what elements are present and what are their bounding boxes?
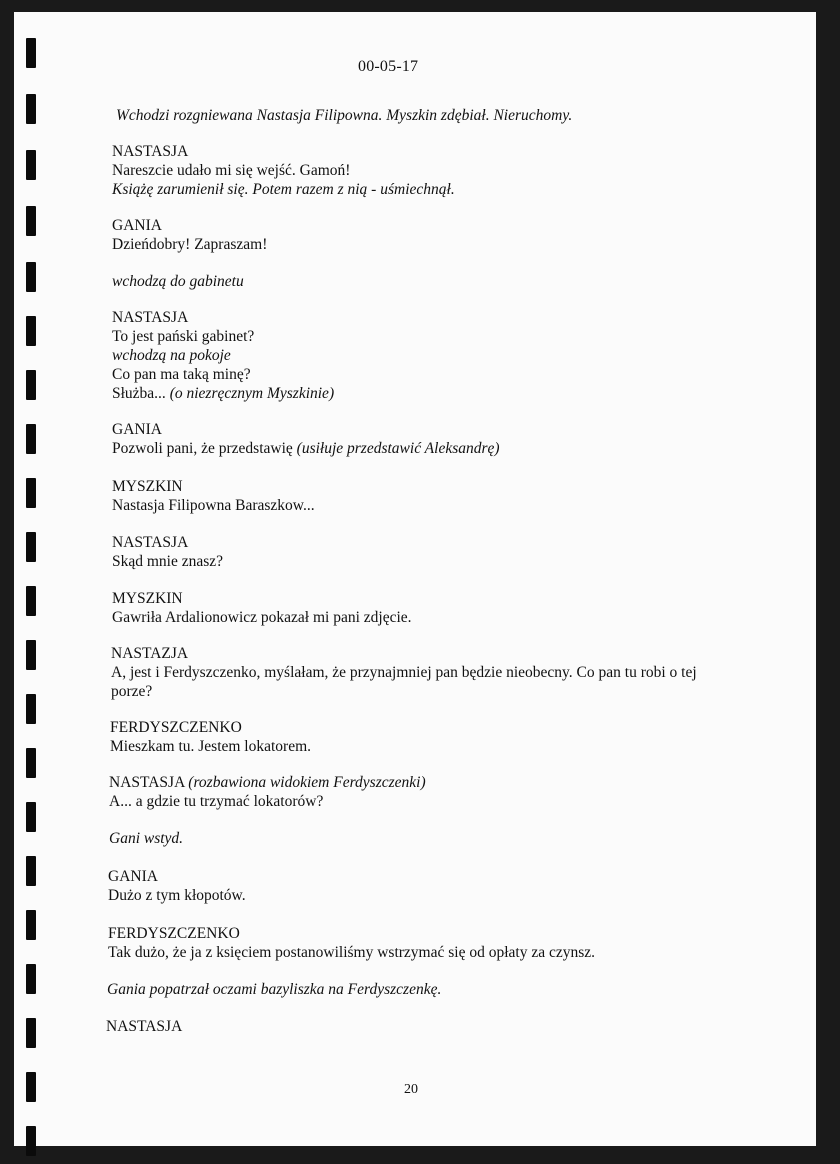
dialogue-line: Dużo z tym kłopotów. — [108, 887, 246, 904]
dialogue-block — [110, 718, 311, 756]
stage-direction: (o niezręcznym Myszkinie) — [169, 385, 335, 402]
speaker-name: FERDYSZCZENKO — [108, 925, 240, 942]
speaker-name: NASTASJA — [112, 143, 189, 160]
dialogue-line: Tak dużo, że ja z księciem postanowiliśmy wstrzymać się od opłaty za czynsz. — [108, 944, 596, 961]
dialogue-line: Gawriła Ardalionowicz pokazał mi pani zdjęcie. — [112, 609, 412, 626]
stage-direction: (usiłuje przedstawić Aleksandrę) — [296, 440, 500, 457]
speaker-name: MYSZKIN — [112, 478, 183, 495]
dialogue-line: A... a gdzie tu trzymać lokatorów? — [109, 793, 324, 810]
dialogue-line: Służba... (o niezręcznym Myszkinie) — [112, 385, 335, 402]
dialogue-block — [106, 1017, 182, 1036]
speaker-name: NASTASJA — [109, 774, 185, 791]
document-date: 00-05-17 — [358, 58, 419, 75]
dialogue-line: Mieszkam tu. Jestem lokatorem. — [110, 738, 312, 755]
dialogue-line: To jest pański gabinet? — [112, 328, 255, 345]
dialogue-block — [109, 773, 426, 811]
speaker-name: NASTASJA — [112, 534, 189, 551]
dialogue-line: Nastasja Filipowna Baraszkow... — [112, 497, 315, 514]
speaker-name: GANIA — [108, 868, 158, 885]
speaker-line — [109, 773, 426, 792]
dialogue-block — [112, 589, 412, 627]
stage-direction: Gania popatrzał oczami bazyliszka na Ferdyszczenkę. — [107, 981, 442, 998]
speaker-name: NASTAZJA — [111, 645, 189, 662]
speaker-name: NASTASJA — [112, 309, 189, 326]
dialogue-block — [112, 420, 500, 458]
dialogue-line: A, jest i Ferdyszczenko, myślałam, że przynajmniej pan będzie nieobecny. Co pan tu robi o tej porze? — [111, 664, 697, 700]
dialogue-block — [112, 308, 334, 403]
speaker-name: MYSZKIN — [112, 590, 183, 607]
stage-direction: Gani wstyd. — [109, 830, 184, 847]
dialogue-line: Skąd mnie znasz? — [112, 553, 224, 570]
stage-direction: wchodzą do gabinetu — [112, 273, 244, 290]
dialogue-block — [112, 216, 267, 254]
speaker-name: FERDYSZCZENKO — [110, 719, 242, 736]
dialogue-line: Pozwoli pani, że przedstawię (usiłuje przedstawić Aleksandrę) — [112, 440, 500, 457]
page-number: 20 — [404, 1082, 418, 1097]
dialogue-block — [111, 644, 721, 701]
dialogue-line: Dzieńdobry! Zapraszam! — [112, 236, 268, 253]
stage-direction: Książę zarumienił się. Potem razem z nią - uśmiechnął. — [112, 181, 455, 198]
dialogue-block — [108, 924, 595, 962]
dialogue-block — [112, 142, 455, 199]
dialogue-line: Nareszcie udało mi się wejść. Gamoń! — [112, 162, 351, 179]
dialogue-block — [112, 477, 315, 515]
speaker-name: NASTASJA — [106, 1018, 183, 1035]
dialogue-block — [108, 867, 246, 905]
dialogue-block — [112, 533, 223, 571]
dialogue-line: Co pan ma taką minę? — [112, 366, 251, 383]
speaker-name: GANIA — [112, 421, 162, 438]
stage-direction: wchodzą na pokoje — [112, 347, 231, 364]
stage-direction: (rozbawiona widokiem Ferdyszczenki) — [188, 774, 426, 791]
stage-direction: Wchodzi rozgniewana Nastasja Filipowna. Myszkin zdębiał. Nieruchomy. — [116, 107, 573, 124]
speaker-name: GANIA — [112, 217, 162, 234]
